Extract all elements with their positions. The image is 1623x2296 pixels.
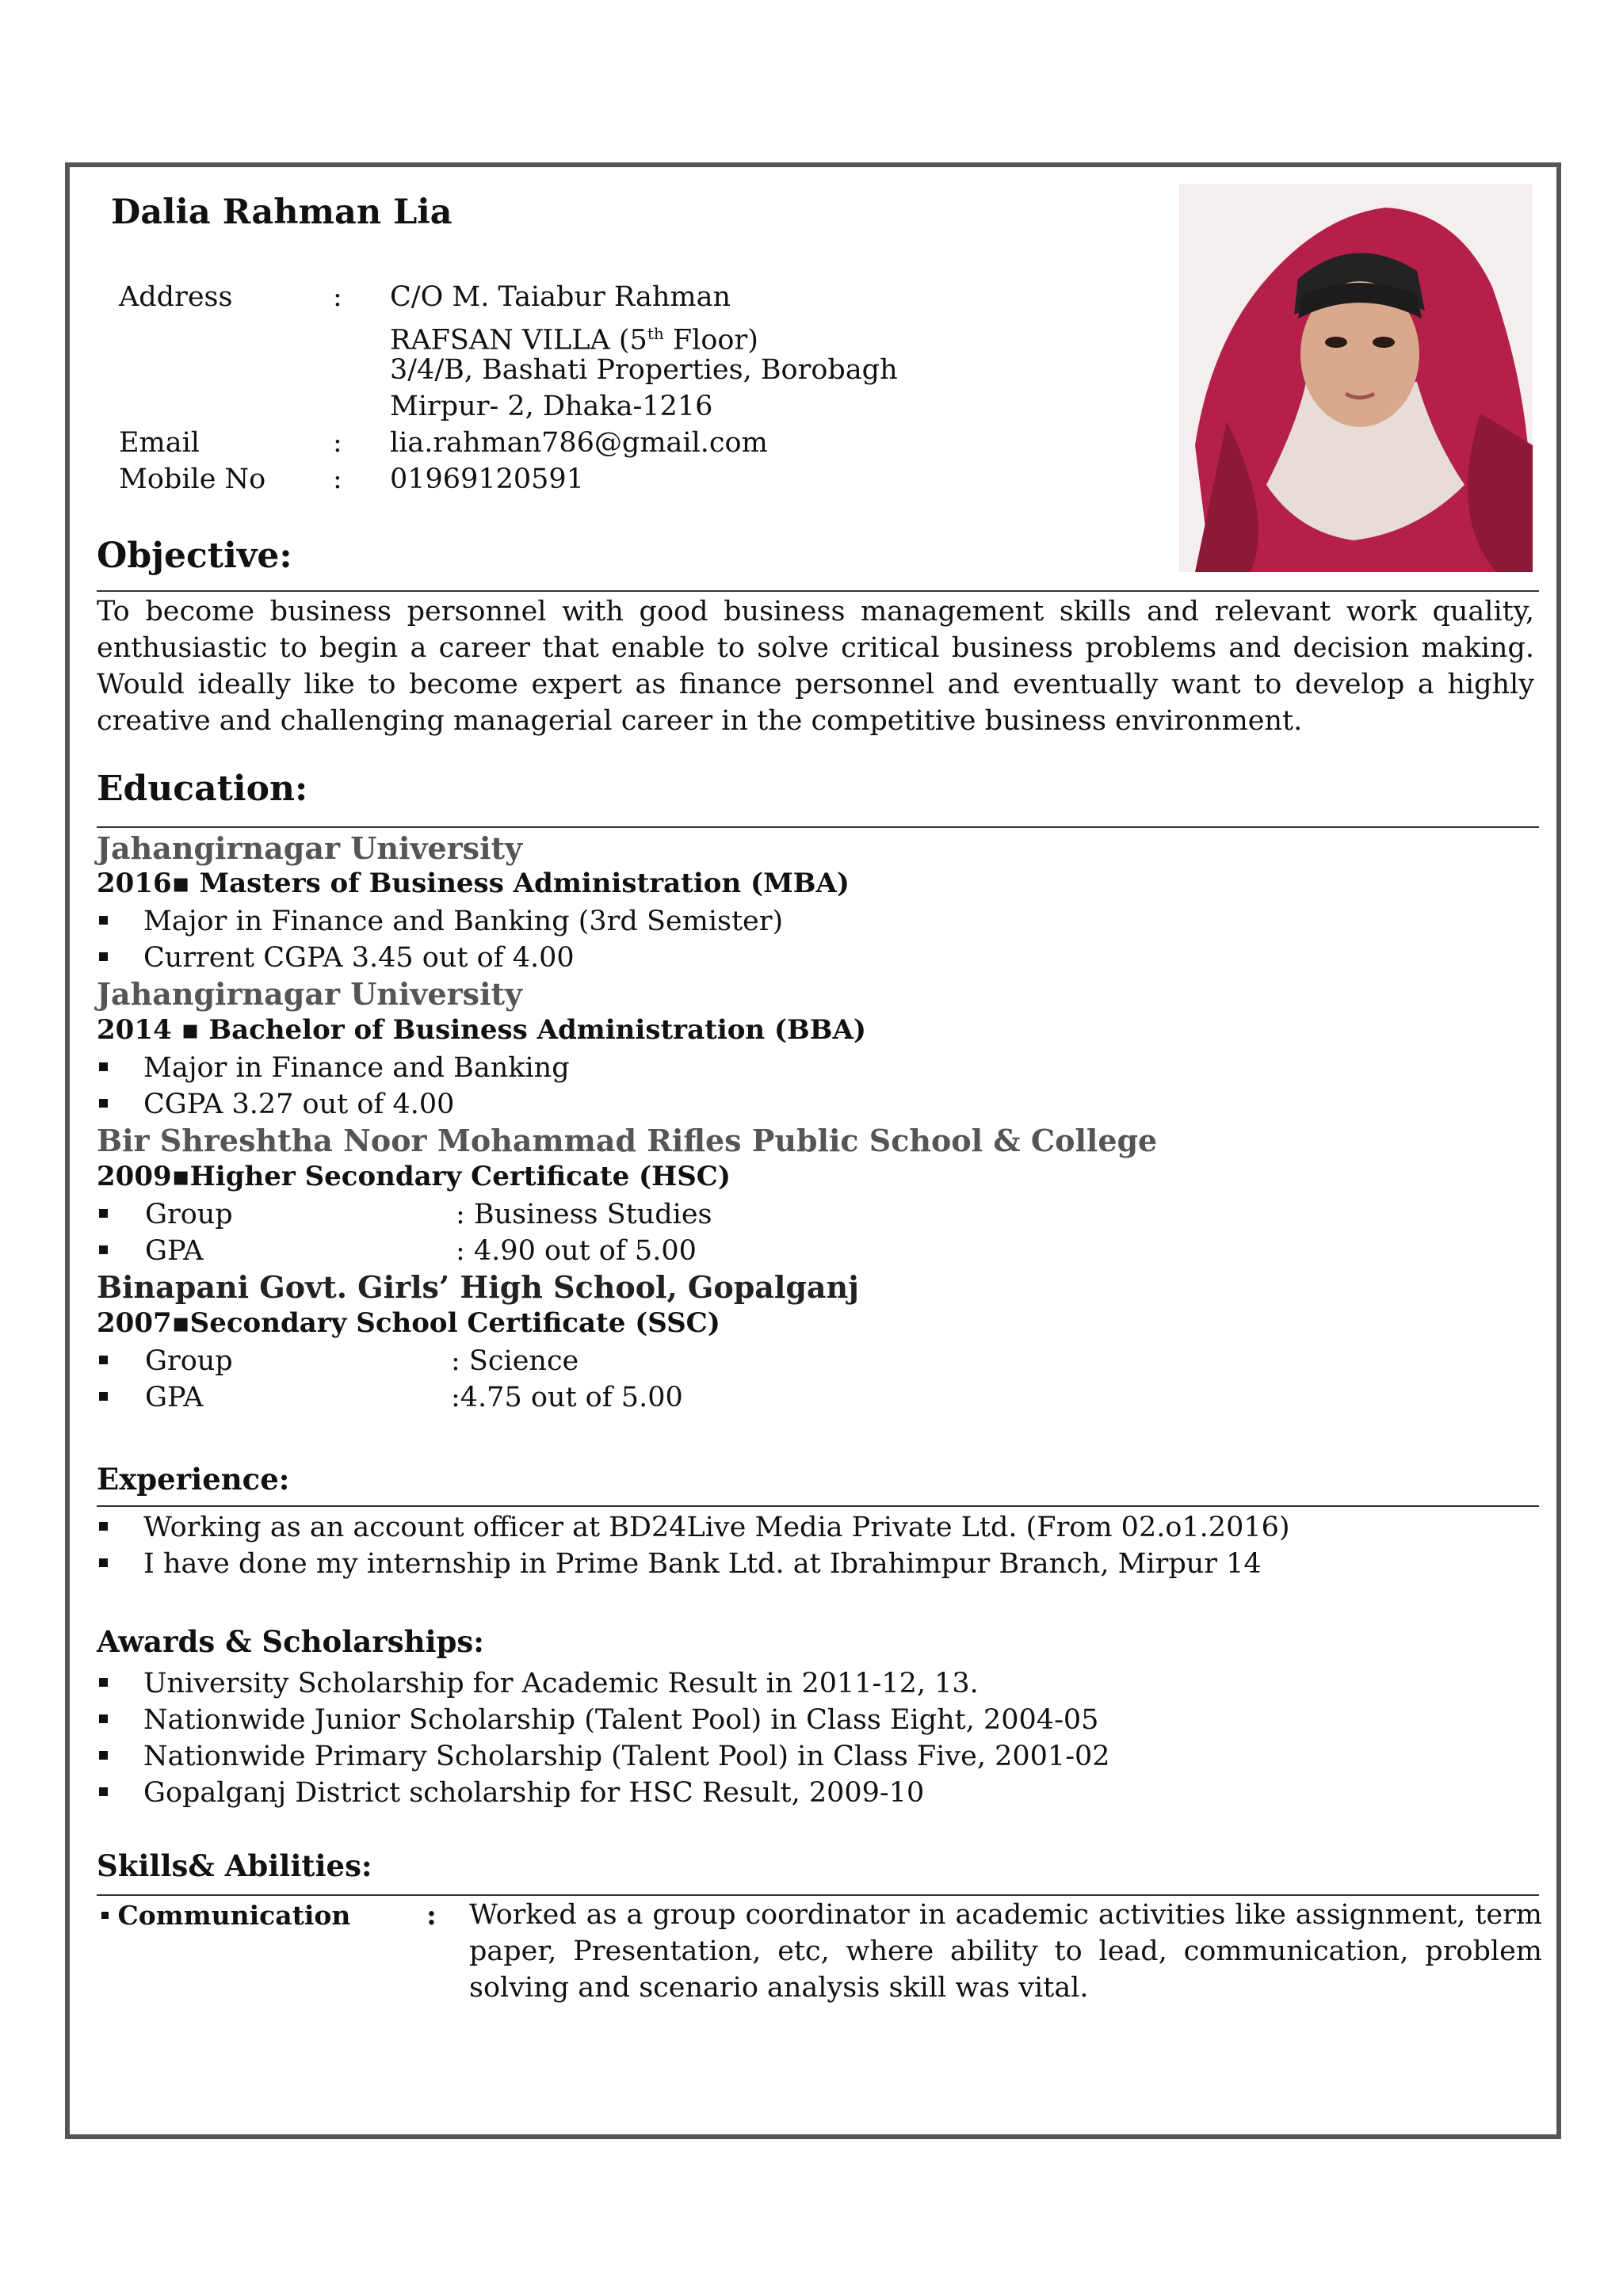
objective-rule [97,590,1539,592]
list-item: GPA : 4.90 out of 5.00 [99,1233,108,1269]
address-label: Address [119,281,233,313]
address-line-3: 3/4/B, Bashati Properties, Borobagh [390,354,898,386]
bullet-icon [99,1558,108,1567]
education-rule [97,826,1539,828]
mobile-colon: : [333,463,342,495]
address-line-4: Mirpur- 2, Dhaka-1216 [390,391,713,422]
institution-name: Bir Shreshtha Noor Mohammad Rifles Public School & College [97,1123,1158,1158]
list-item: Group : Business Studies [99,1196,108,1233]
list-item: Current CGPA 3.45 out of 4.00 [99,940,108,976]
skill-label: Communication [101,1897,350,1934]
email-colon: : [333,427,342,459]
skills-heading: Skills& Abilities: [97,1848,372,1883]
bullet-icon [101,1912,109,1919]
candidate-name: Dalia Rahman Lia [111,193,453,232]
bullet-icon [99,1787,108,1796]
skills-rule [97,1894,1539,1896]
degree-title: 2016▪ Masters of Business Administration (MBA) [97,868,850,899]
list-item: GPA :4.75 out of 5.00 [99,1379,108,1416]
skill-colon: : [426,1899,437,1932]
bullet-icon [99,952,108,961]
degree-title: 2007▪Secondary School Certificate (SSC) [97,1307,720,1339]
experience-rule [97,1505,1539,1507]
list-item: Working as an account officer at BD24Live Media Private Ltd. (From 02.o1.2016) [99,1509,108,1546]
bullet-icon [99,916,108,925]
skill-description: Worked as a group coordinator in academic activities like assignment, term paper, Presentation, etc, where ability to lead, communication, problem solving and scenario analysis skill was vital. [469,1899,1542,2004]
address-line-1: C/O M. Taiabur Rahman [390,281,731,313]
list-item: University Scholarship for Academic Result in 2011-12, 13. [99,1665,108,1702]
list-item: Major in Finance and Banking [99,1050,108,1086]
list-item: Nationwide Junior Scholarship (Talent Pool) in Class Eight, 2004-05 [99,1702,108,1738]
objective-heading: Objective: [97,536,292,576]
experience-heading: Experience: [97,1462,290,1497]
awards-heading: Awards & Scholarships: [97,1624,484,1659]
institution-name: Jahangirnagar University [97,976,523,1012]
list-item: Major in Finance and Banking (3rd Semister) [99,903,108,940]
list-item: I have done my internship in Prime Bank Ltd. at Ibrahimpur Branch, Mirpur 14 [99,1546,108,1582]
bullet-icon [99,1678,108,1687]
institution-name: Jahangirnagar University [97,830,523,866]
bullet-icon [99,1522,108,1531]
bullet-icon [99,1209,108,1218]
bullet-icon [99,1356,108,1364]
degree-title: 2009▪Higher Secondary Certificate (HSC) [97,1161,731,1192]
bullet-icon [99,1714,108,1723]
address-colon: : [333,281,342,313]
list-item: Group : Science [99,1343,108,1379]
bullet-icon [99,1751,108,1760]
bullet-icon [99,1245,108,1254]
bullet-icon [99,1062,108,1071]
objective-text: To become business personnel with good business management skills and relevant work quality, enthusiastic to begin a career that enable to solve critical business problems and decision making. Would ideally like to become expert as finance personnel and eventually want to develop a highly creative and challenging managerial career in the competitive business environment. [97,596,1534,737]
mobile-label: Mobile No [119,463,266,495]
email-value[interactable]: lia.rahman786@gmail.com [390,427,768,459]
bullet-icon [99,1099,108,1108]
list-item: Gopalganj District scholarship for HSC Result, 2009-10 [99,1775,108,1811]
list-item: Nationwide Primary Scholarship (Talent Pool) in Class Five, 2001-02 [99,1738,108,1775]
address-line-2: RAFSAN VILLA (5th Floor) [390,324,758,357]
mobile-value: 01969120591 [390,463,584,495]
degree-title: 2014 ▪ Bachelor of Business Administration (BBA) [97,1014,866,1046]
list-item: CGPA 3.27 out of 4.00 [99,1086,108,1123]
profile-photo [1179,184,1533,572]
bullet-icon [99,1392,108,1401]
education-heading: Education: [97,769,308,809]
email-label: Email [119,427,200,459]
institution-name: Binapani Govt. Girls’ High School, Gopalganj [97,1269,859,1305]
